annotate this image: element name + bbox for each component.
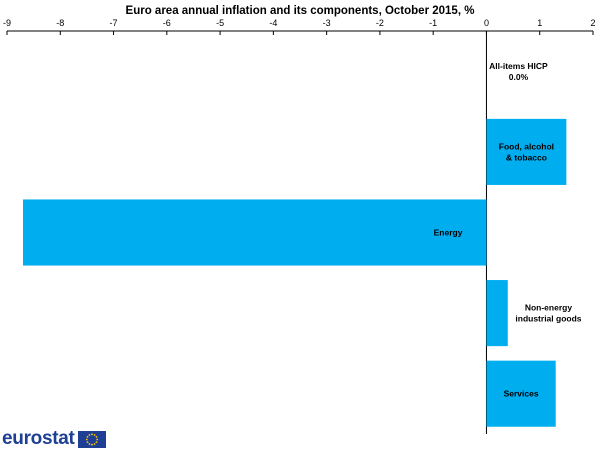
eurostat-logo xyxy=(2,428,106,450)
bar xyxy=(486,280,507,346)
bar-labels xyxy=(434,61,582,399)
bar-label: All-items HICP xyxy=(489,60,548,71)
x-tick-label: -6 xyxy=(162,18,171,28)
x-tick-label: 2 xyxy=(590,18,596,28)
star-icon xyxy=(91,433,93,435)
x-tick-label: -7 xyxy=(109,18,118,28)
star-icon xyxy=(93,443,95,445)
x-tick-label: -9 xyxy=(2,18,12,28)
bar-label: industrial goods xyxy=(515,313,582,324)
star-icon xyxy=(86,436,88,438)
star-icon xyxy=(96,438,98,440)
bar-label: Food, alcohol xyxy=(498,141,555,152)
x-tick-label: 0 xyxy=(483,18,489,28)
star-icon xyxy=(88,443,90,445)
star-icon xyxy=(95,436,97,438)
eu-flag-icon xyxy=(78,431,106,448)
x-tick-label: -1 xyxy=(429,18,438,28)
bar xyxy=(23,199,486,265)
x-tick-label: -3 xyxy=(322,18,331,28)
bar-label: 0.0% xyxy=(508,71,529,82)
x-tick-label: -5 xyxy=(216,18,225,28)
x-tick-label: -8 xyxy=(56,18,65,28)
x-tick-label: -2 xyxy=(375,18,384,28)
x-tick-label: -4 xyxy=(269,18,278,28)
bar-label: & tobacco xyxy=(505,152,547,163)
star-icon xyxy=(86,441,88,443)
star-icon xyxy=(95,441,97,443)
chart-title: Euro area annual inflation and its components, October 2015, % xyxy=(125,5,475,17)
star-icon xyxy=(93,434,95,436)
logo-text: eurostat xyxy=(2,428,75,449)
star-icon xyxy=(85,438,87,440)
bar-label: Energy xyxy=(433,227,463,238)
bars xyxy=(23,119,566,427)
star-icon xyxy=(91,443,93,445)
bar-label: Non-energy xyxy=(524,302,573,313)
star-icon xyxy=(88,434,90,436)
x-tick-label: 1 xyxy=(537,18,543,28)
bar-label: Services xyxy=(503,388,539,399)
